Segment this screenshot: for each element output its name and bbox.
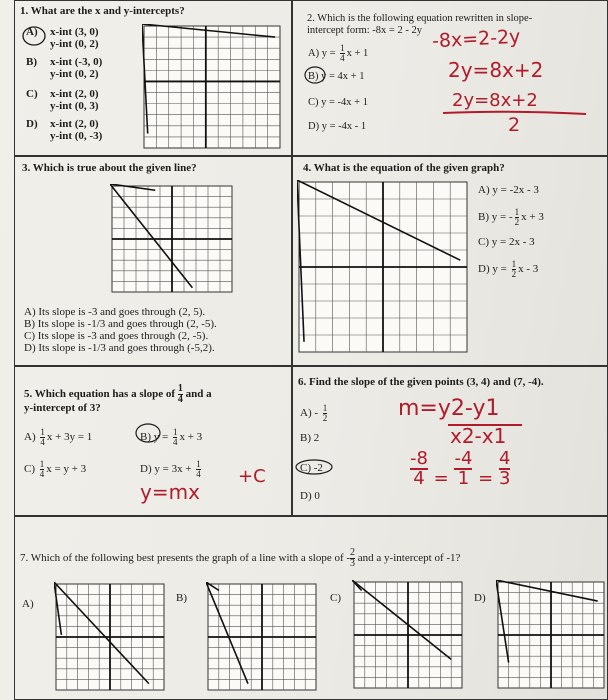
- q4-option-3: [478, 260, 538, 279]
- q4-option-1-frac-num: 1: [514, 207, 520, 217]
- q2-option-0-text: y =: [321, 47, 339, 59]
- q5-frac-den: 4: [177, 394, 183, 405]
- q5-work-c: +C: [238, 466, 266, 487]
- q4-option-1-tail: x + 3: [521, 211, 544, 224]
- q6-option-0-frac-num: 1: [322, 403, 328, 413]
- q5-option-2-frac: [40, 460, 45, 479]
- q5-option-0-frac-num: 1: [40, 427, 45, 437]
- q2-option-3-text: y = -4x - 1: [321, 121, 367, 132]
- q2-option-0: [308, 44, 368, 63]
- q4-option-0: [478, 184, 539, 197]
- q6-calc-d2: 1: [457, 468, 470, 489]
- q7-option-b-label: B): [176, 592, 187, 604]
- q3-bold: true: [76, 162, 97, 174]
- question-7-text: [20, 548, 460, 569]
- q6-m: m=: [398, 396, 438, 421]
- q1-option-1-letter: B): [26, 56, 37, 68]
- q4-option-1-frac-den: 2: [514, 217, 520, 227]
- q1-option-3-line2: y-int (0, -3): [50, 130, 103, 142]
- q4-option-0-text: y = -2x - 3: [492, 184, 539, 196]
- q6-option-0-value: -: [314, 407, 321, 420]
- q7-option-c-label: C): [330, 592, 341, 604]
- q5-option-3-frac-num: 1: [196, 459, 201, 469]
- q4-option-3-frac-num: 1: [511, 259, 517, 269]
- question-1-text: 1. What are the x and y-intercepts?: [20, 5, 185, 17]
- q6-option-3-value: 0: [314, 490, 320, 502]
- q6-calc-n2: -4: [454, 448, 473, 469]
- q1-option-2-letter: C): [26, 88, 38, 100]
- q6-option-1-value: 2: [313, 432, 320, 444]
- q1-option-2-line2: y-int (0, 3): [50, 100, 99, 112]
- q1-option-1-line1: x-int (-3, 0): [50, 56, 103, 68]
- q6-option-3-letter: D): [300, 490, 312, 502]
- q5-option-0: [24, 428, 92, 447]
- question-1-graph: [142, 24, 282, 150]
- q1-option-3-line1: x-int (2, 0): [50, 118, 99, 130]
- q6-numerator: y2-y1: [437, 396, 500, 421]
- grid-frame: [144, 26, 280, 148]
- q5-option-3-frac: [196, 460, 201, 479]
- q6-calc-n1: -8: [410, 448, 428, 469]
- q6-calc-d1: 4: [413, 468, 425, 489]
- q2-option-0-frac-den: 4: [340, 53, 345, 63]
- question-5-text-line2: y-intercept of 3?: [24, 402, 101, 414]
- q1-option-0-letter: A): [26, 26, 38, 38]
- q7-text-a: 7. Which of the following best presents the graph of a line with a slope of -: [20, 552, 351, 565]
- q5-work-mx: y=mx: [140, 480, 200, 504]
- q5-option-3-pre: y = 3x +: [154, 463, 195, 476]
- q6-work-calc: $\frac{-8}{4}$ = $\frac{-4}{1}$ = $\frac{4}{3}$: [410, 448, 511, 489]
- q2-work-line3: 2y=8x+2: [452, 90, 538, 111]
- q4-option-2-letter: C): [478, 236, 489, 248]
- q3-prefix: 3. Which is: [22, 162, 77, 174]
- q7-option-a-label: A): [22, 598, 34, 610]
- question-3-text: [22, 162, 197, 175]
- q5-option-1-frac: [173, 428, 178, 447]
- q6-option-2-value: -2: [313, 462, 323, 474]
- q3-option-1: B) Its slope is -1/3 and goes through (2, -5).: [24, 318, 217, 330]
- q2-option-0-frac: [340, 44, 345, 63]
- q4-option-1: [478, 208, 544, 227]
- q1-option-2-line1: x-int (2, 0): [50, 88, 99, 100]
- q5-option-0-tail: x + 3y = 1: [46, 431, 93, 444]
- q5-option-1-frac-den: 4: [172, 437, 178, 447]
- question-2-text: 2. Which is the following equation rewritten in slope-: [307, 13, 533, 24]
- q2-option-3-letter: D): [308, 121, 320, 132]
- q5-sp: [35, 463, 38, 475]
- answer-circle-q2b: [303, 65, 327, 85]
- q4-option-0-letter: A): [478, 184, 490, 196]
- q2-option-1-text: y = 4x + 1: [321, 71, 365, 82]
- q6-option-0: [300, 404, 329, 423]
- question-6-text: 6. Find the slope of the given points (3, 4) and (7, -4).: [298, 376, 544, 388]
- q7-graph-d: [496, 580, 606, 690]
- q2-option-0-letter: A): [308, 47, 320, 59]
- q7-graph-b: [206, 582, 318, 692]
- q3-suffix: about the given line?: [96, 162, 197, 174]
- q6-option-0-frac: [323, 404, 328, 423]
- question-2-text-line2: intercept form: -8x = 2 - 2y: [307, 25, 422, 36]
- q5-option-2-frac-num: 1: [39, 459, 45, 469]
- q6-option-1: [300, 432, 319, 445]
- q7-option-d-label: D): [474, 592, 486, 604]
- question-3-graph: [110, 184, 234, 294]
- q5-option-1-frac-num: 1: [172, 427, 178, 437]
- q4-option-3-tail: x - 3: [518, 263, 539, 276]
- q4-option-2: [478, 236, 535, 249]
- q5-option-0-letter: A): [24, 431, 36, 444]
- q5-option-1-letter: B): [140, 431, 151, 444]
- question-4-graph: [297, 180, 469, 354]
- question-4-text: 4. What is the equation of the given graph?: [303, 162, 505, 174]
- q5-option-1-tail: x + 3: [179, 431, 203, 444]
- answer-circle-q6c: [294, 458, 334, 476]
- q3-option-2: C) Its slope is -3 and goes through (2, -5).: [24, 330, 209, 342]
- q2-work-line2: 2y=8x+2: [448, 58, 544, 82]
- q7-frac-num: 2: [350, 547, 356, 558]
- q6-work-m: [398, 396, 499, 421]
- q5-option-2: [24, 460, 86, 479]
- q4-option-1-letter: B): [478, 211, 489, 224]
- q7-graph-c: [352, 580, 464, 690]
- q5-option-0-frac: [40, 428, 45, 447]
- q1-option-0-line2: y-int (0, 2): [50, 38, 99, 50]
- q6-work-denominator: x2-x1: [450, 424, 507, 448]
- q7-graph-a: [54, 582, 166, 692]
- q5-option-2-tail: x = y + 3: [46, 463, 87, 476]
- q1-option-1-line2: y-int (0, 2): [50, 68, 99, 80]
- q5-option-2-frac-den: 4: [39, 469, 45, 479]
- q6-option-0-frac-den: 2: [322, 413, 328, 423]
- q5-text-b: and a: [182, 388, 212, 401]
- q2-option-2: [308, 96, 368, 109]
- q2-option-0-frac-num: 1: [340, 43, 345, 53]
- q6-option-2-letter: C): [300, 462, 311, 474]
- q5-text-a: 5. Which equation has a slope of: [24, 388, 178, 401]
- q5-option-3: [140, 460, 203, 479]
- q3-option-3: D) Its slope is -1/3 and goes through (-5,2).: [24, 342, 215, 354]
- q6-option-0-letter: A): [300, 407, 312, 420]
- q4-option-1-text: y = -: [491, 211, 513, 224]
- q6-option-1-letter: B): [300, 432, 311, 444]
- q4-option-3-frac-den: 2: [511, 269, 517, 279]
- q4-option-2-text: y = 2x - 3: [491, 236, 535, 248]
- q5-sp: [36, 431, 39, 443]
- q7-frac-den: 3: [350, 558, 356, 569]
- q6-option-3: [300, 490, 320, 503]
- q7-text-b: and a y-intercept of -1?: [355, 552, 461, 565]
- q5-option-3-letter: D): [140, 463, 152, 476]
- q4-option-3-frac: [512, 260, 517, 279]
- q1-option-3-letter: D): [26, 118, 38, 130]
- q4-option-1-frac: [515, 208, 520, 227]
- q5-option-2-letter: C): [24, 463, 35, 476]
- q1-option-0-line1: x-int (3, 0): [50, 26, 99, 38]
- q2-option-2-text: y = -4x + 1: [321, 97, 368, 108]
- q2-option-3: [308, 120, 366, 133]
- answer-circle-q1a: [21, 25, 47, 47]
- answer-circle-q5b: [134, 422, 162, 444]
- q2-option-2-letter: C): [308, 97, 319, 108]
- q2-work-line1: -8x=2-2y: [431, 25, 521, 53]
- q4-option-3-letter: D): [478, 263, 490, 276]
- q2-option-0-tail: x + 1: [346, 47, 369, 59]
- q2-work-denominator: 2: [508, 114, 521, 136]
- q2-option-1-letter: B): [308, 71, 319, 82]
- q4-option-3-text: y =: [492, 263, 510, 276]
- q5-frac-num: 1: [177, 383, 183, 394]
- q5-option-0-frac-den: 4: [40, 437, 45, 447]
- q6-calc-n3: 4: [498, 448, 511, 469]
- q5-option-1-pre: y =: [153, 431, 171, 444]
- q3-option-0: A) Its slope is -3 and goes through (2, 5).: [24, 306, 206, 318]
- q6-calc-d3: 3: [498, 468, 511, 489]
- q5-option-3-frac-den: 4: [196, 469, 201, 479]
